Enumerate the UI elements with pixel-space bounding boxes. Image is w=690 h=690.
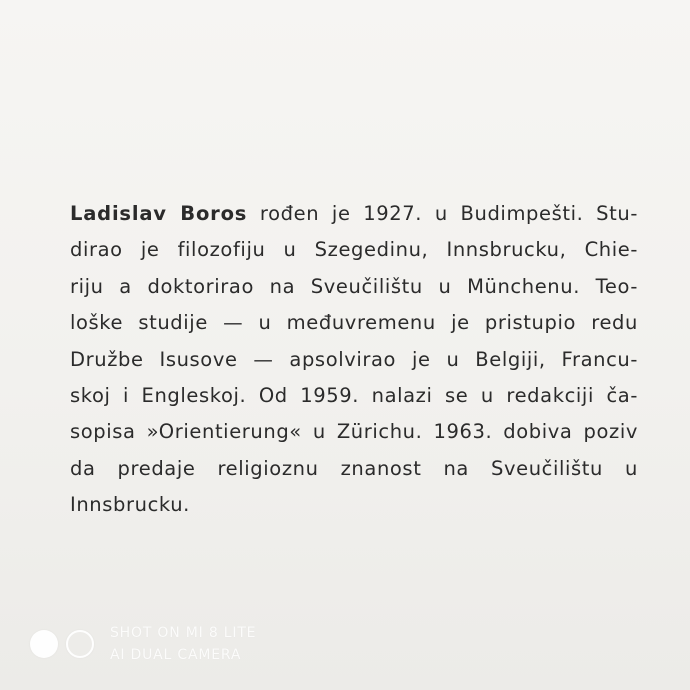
bio-line-2: dirao je filozofiju u Szegedinu, Innsbrucku, Chie- [70, 238, 638, 262]
bio-line-8: da predaje religioznu znanost na Sveučilištu u [70, 456, 638, 480]
bio-line-7: sopisa »Orientierung« u Zürichu. 1963. dobiva poziv [70, 420, 638, 444]
watermark-line-1: SHOT ON MI 8 LITE [110, 625, 257, 641]
bio-line-9: Innsbrucku. [70, 493, 190, 517]
bio-line-5: Družbe Isusove — apsolvirao je u Belgiji, Francu- [70, 347, 638, 371]
watermark-text [110, 622, 256, 666]
bio-line-3: riju a doktorirao na Sveučilištu u Münchenu. Teo- [70, 274, 638, 298]
author-bio [70, 196, 638, 524]
bio-line-6: skoj i Engleskoj. Od 1959. nalazi se u redakciji ča- [70, 383, 638, 407]
watermark-line-2: AI DUAL CAMERA [110, 647, 242, 663]
bio-line-4: loške studije — u međuvremenu je pristupio redu [70, 311, 638, 335]
bio-line-1 [70, 196, 638, 232]
camera-watermark [30, 620, 256, 668]
lens-filled-icon [30, 630, 58, 658]
author-name: Ladislav Boros [70, 202, 248, 225]
lens-outline-icon [66, 630, 94, 658]
bio-line-1-text: rođen je 1927. u Budimpešti. Stu- [247, 202, 638, 225]
